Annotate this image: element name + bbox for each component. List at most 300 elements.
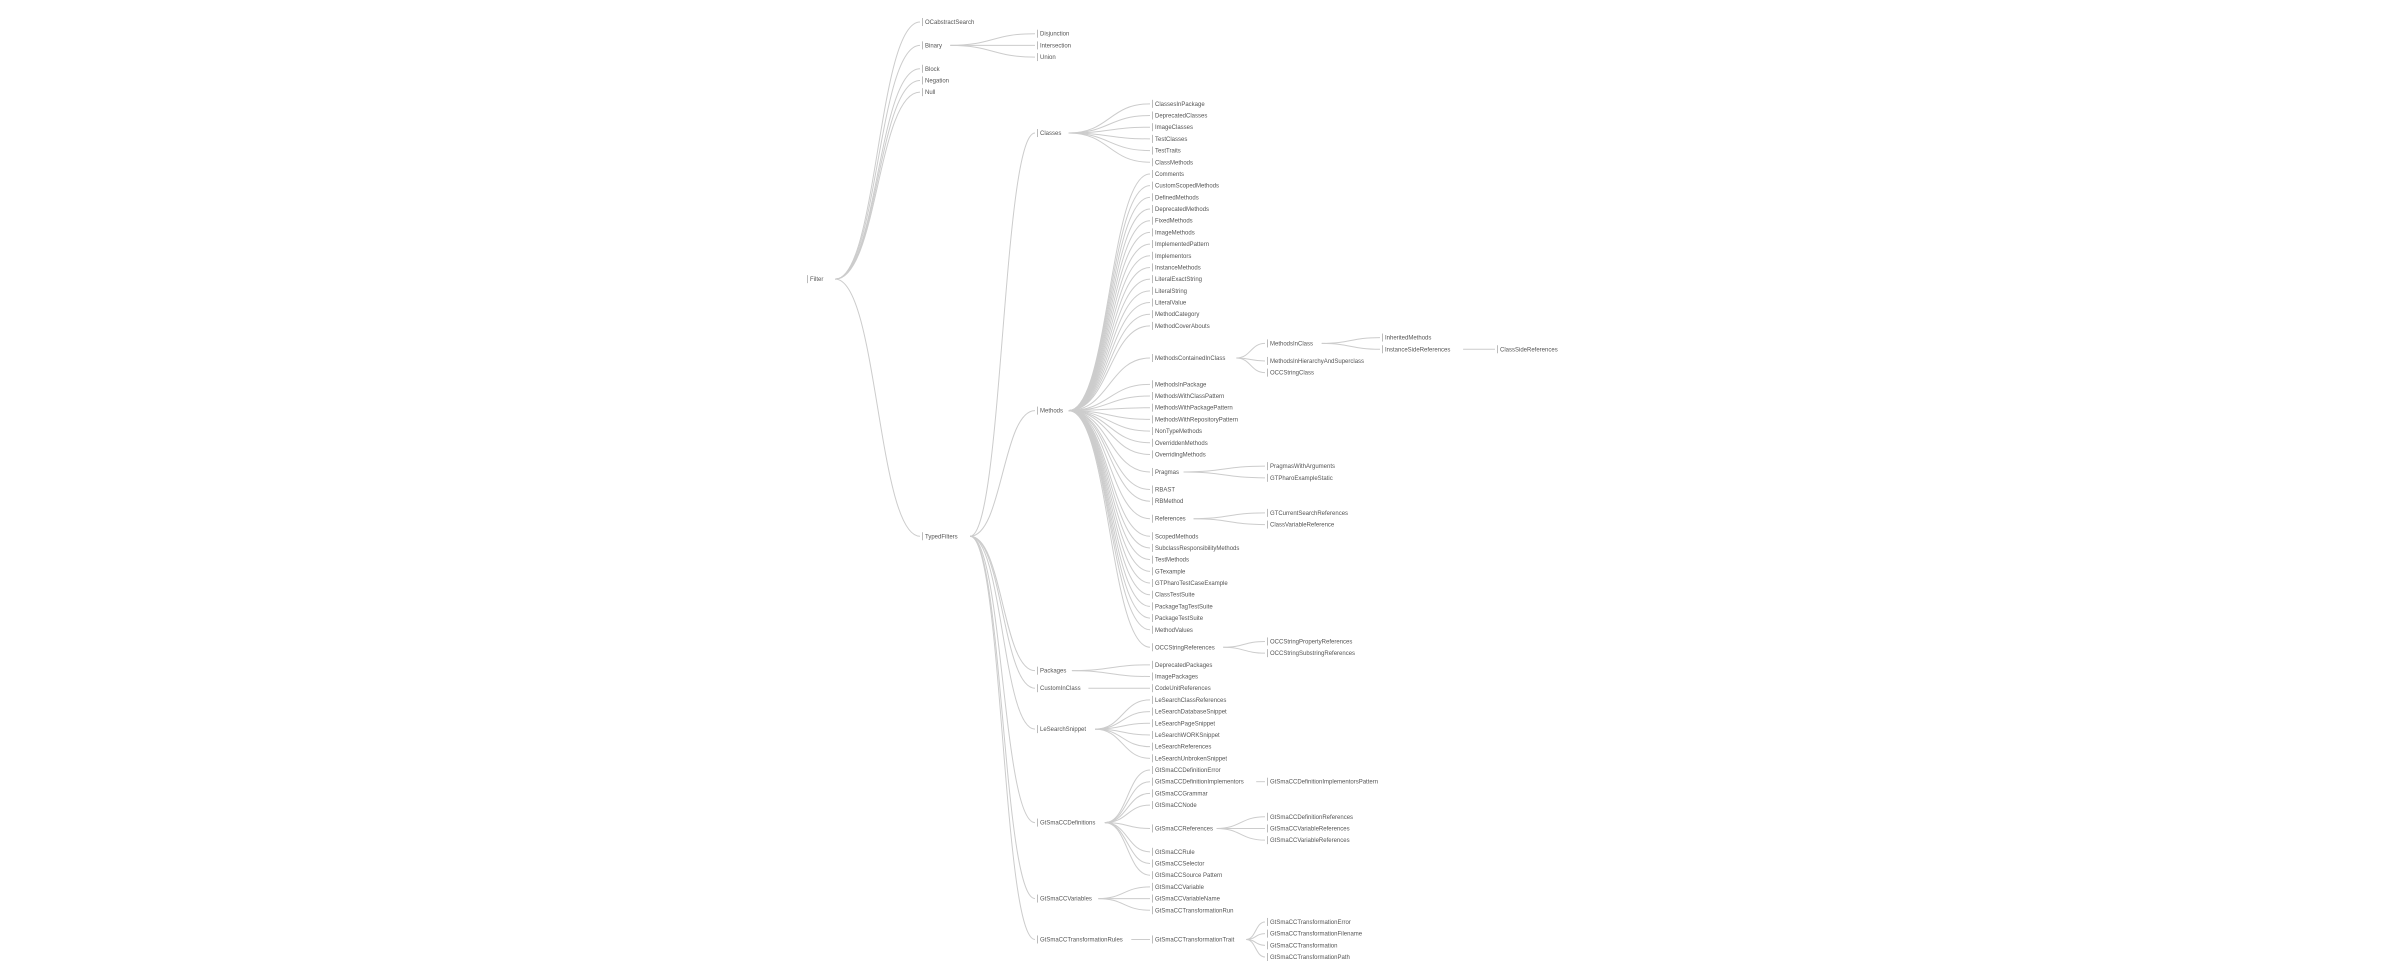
node-label: Intersection — [1040, 43, 1072, 50]
tree-node-literal-value — [1152, 299, 1187, 307]
node-marker — [1152, 883, 1153, 891]
node-label: GtSmaCCDefinitionImplementors — [1155, 779, 1244, 786]
node-label: GtSmaCCTransformation — [1270, 943, 1338, 950]
node-marker — [1267, 509, 1268, 517]
tree-node-gt-sma-ccvariable — [1152, 883, 1205, 891]
node-marker — [1152, 766, 1153, 774]
node-marker — [1152, 935, 1153, 943]
node-marker — [1267, 369, 1268, 377]
node-marker — [1267, 813, 1268, 821]
node-label: InstanceMethods — [1155, 265, 1201, 272]
node-label: GtSmaCCDefinitionError — [1155, 768, 1221, 774]
tree-node-le-search-snippet — [1037, 725, 1086, 733]
tree-link — [1069, 267, 1150, 410]
node-label: ImageClasses — [1155, 125, 1194, 132]
node-marker — [1267, 649, 1268, 657]
tree-link — [835, 92, 920, 279]
node-label: GtSmaCCTransformationRules — [1040, 937, 1123, 944]
tree-node-rbast — [1152, 486, 1175, 494]
tree-link — [1069, 411, 1150, 595]
tree-node-le-search-references — [1152, 743, 1211, 751]
node-label: MethodsInClass — [1270, 341, 1314, 348]
tree-node-union — [1037, 53, 1056, 61]
tree-link — [1223, 641, 1265, 647]
tree-link — [1069, 411, 1150, 502]
node-marker — [1497, 345, 1498, 353]
tree-node-gt-sma-ccdefinitions — [1037, 819, 1095, 827]
tree-link — [1194, 519, 1266, 525]
node-marker — [1267, 357, 1268, 365]
tree-node-disjunction — [1037, 30, 1069, 38]
tree-node-gt-sma-ccreferences — [1152, 824, 1213, 832]
node-marker — [1037, 725, 1038, 733]
tree-node-ocabstract-search — [922, 18, 974, 26]
tree-node-le-search-page-snippet — [1152, 719, 1215, 727]
node-marker — [1152, 439, 1153, 447]
tree-node-classes — [1037, 129, 1061, 137]
tree-link — [1184, 466, 1265, 472]
node-marker — [1152, 486, 1153, 494]
node-marker — [1152, 380, 1153, 388]
tree-node-image-packages — [1152, 673, 1198, 681]
node-label: ScopedMethods — [1155, 534, 1199, 541]
tree-node-occstring-references — [1152, 643, 1215, 651]
tree-link — [1194, 513, 1266, 519]
node-marker — [1267, 778, 1268, 786]
node-marker — [1152, 684, 1153, 692]
tree-node-occstring-property-references — [1267, 637, 1352, 645]
tree-node-literal-string — [1152, 287, 1187, 295]
node-label: InstanceSideReferences — [1385, 347, 1451, 354]
node-marker — [1152, 415, 1153, 423]
tree-node-classes-in-package — [1152, 100, 1205, 108]
node-marker — [1152, 299, 1153, 307]
node-marker — [1152, 310, 1153, 318]
node-marker — [1152, 158, 1153, 166]
node-label: LeSearchSnippet — [1040, 727, 1087, 734]
tree-link — [1072, 665, 1150, 671]
tree-node-gt-sma-ccsource-pattern — [1152, 871, 1222, 879]
tree-node-class-variable-reference — [1267, 521, 1335, 529]
node-label: Negation — [925, 78, 950, 85]
tree-node-code-unit-references — [1152, 684, 1211, 692]
node-label: GtSmaCCSource Pattern — [1155, 873, 1223, 880]
node-label: Methods — [1040, 408, 1064, 415]
node-label: Block — [925, 66, 940, 73]
node-label: GTCurrentSearchReferences — [1270, 510, 1349, 517]
node-label: LeSearchUnbrokenSnippet — [1155, 756, 1228, 763]
node-label: OCCStringReferences — [1155, 645, 1215, 652]
node-label: MethodCategory — [1155, 312, 1200, 319]
tree-node-gt-sma-ccdefinition-implementors — [1152, 778, 1244, 786]
node-marker — [1267, 930, 1268, 938]
node-label: MethodsContainedInClass — [1155, 356, 1226, 363]
tree-link — [970, 536, 1035, 729]
tree-node-gt-sma-ccrule — [1152, 848, 1195, 856]
tree-node-le-search-unbroken-snippet — [1152, 754, 1227, 762]
node-label: LiteralValue — [1155, 300, 1187, 307]
node-label: OverridingMethods — [1155, 452, 1206, 459]
node-marker — [922, 76, 923, 84]
node-marker — [1152, 626, 1153, 634]
tree-link — [1069, 256, 1150, 411]
node-label: OCCStringSubstringReferences — [1270, 651, 1356, 658]
node-marker — [1037, 684, 1038, 692]
tree-link — [1069, 411, 1150, 583]
tree-link — [1105, 823, 1150, 876]
node-label: Comments — [1155, 171, 1185, 178]
node-label: Packages — [1040, 668, 1067, 675]
tree-link — [1072, 671, 1150, 677]
node-label: NonTypeMethods — [1155, 429, 1203, 436]
node-marker — [1037, 819, 1038, 827]
node-marker — [1152, 252, 1153, 260]
tree-node-pragmas-with-arguments — [1267, 462, 1335, 470]
node-label: RBAST — [1155, 487, 1176, 494]
tree-node-le-search-worksnippet — [1152, 731, 1220, 739]
node-marker — [1152, 392, 1153, 400]
tree-node-methods-with-repository-pattern — [1152, 415, 1238, 423]
node-marker — [1152, 567, 1153, 575]
tree-node-image-classes — [1152, 123, 1193, 131]
tree-node-null — [922, 88, 935, 96]
tree-link — [835, 69, 920, 279]
tree-node-occstring-class — [1267, 369, 1314, 377]
tree-node-custom-in-class — [1037, 684, 1081, 692]
tree-node-gtexample — [1152, 567, 1186, 575]
tree-link — [1105, 823, 1150, 864]
tree-node-gt-sma-ccvariable-references — [1267, 824, 1350, 832]
tree-node-class-side-references — [1497, 345, 1558, 353]
tree-node-gt-sma-ccdefinition-implementors-pattern — [1267, 778, 1378, 786]
tree-node-references — [1152, 515, 1186, 523]
tree-node-gt-sma-ccselector — [1152, 860, 1204, 868]
node-label: DeprecatedPackages — [1155, 662, 1213, 669]
tree-link — [1095, 729, 1150, 758]
node-label: FixedMethods — [1155, 218, 1193, 225]
node-marker — [1152, 100, 1153, 108]
tree-node-methods-in-hierarchy-and-superclass — [1267, 357, 1364, 365]
tree-link — [1069, 104, 1150, 133]
tree-node-gt-sma-ccdefinition-error — [1152, 766, 1221, 774]
tree-node-methods-contained-in-class — [1152, 354, 1225, 362]
tree-link — [970, 133, 1035, 536]
node-label: ClassSideReferences — [1500, 347, 1558, 354]
node-marker — [1037, 53, 1038, 61]
node-marker — [1152, 743, 1153, 751]
node-marker — [1152, 789, 1153, 797]
tree-node-gt-sma-cctransformation-rules — [1037, 935, 1123, 943]
node-marker — [1267, 824, 1268, 832]
tree-node-image-methods — [1152, 228, 1195, 236]
tree-link — [1223, 647, 1265, 653]
node-label: References — [1155, 516, 1186, 523]
node-marker — [1152, 778, 1153, 786]
node-label: MethodsWithPackagePattern — [1155, 405, 1233, 412]
tree-node-instance-side-references — [1382, 345, 1450, 353]
node-marker — [1267, 339, 1268, 347]
node-marker — [922, 18, 923, 26]
node-label: Null — [925, 90, 936, 97]
tree-link — [1184, 472, 1265, 478]
tree-node-block — [922, 65, 941, 73]
node-label: OCCStringClass — [1270, 370, 1315, 377]
node-marker — [1037, 935, 1038, 943]
tree-node-gt-sma-cctransformation-error — [1267, 918, 1351, 926]
tree-link — [1236, 343, 1265, 358]
tree-node-gt-sma-cctransformation-path — [1267, 953, 1350, 961]
node-marker — [1152, 193, 1153, 201]
tree-link — [1069, 303, 1150, 411]
tree-node-package-tag-test-suite — [1152, 602, 1213, 610]
node-label: OCabstractSearch — [925, 20, 975, 26]
node-label: MethodValues — [1155, 627, 1193, 634]
tree-node-package-test-suite — [1152, 614, 1204, 622]
node-label: Disjunction — [1040, 31, 1070, 38]
node-label: TestTraits — [1155, 148, 1181, 155]
node-label: DeprecatedMethods — [1155, 207, 1210, 213]
tree-link — [835, 279, 920, 536]
node-label: GTPharoTestCaseExample — [1155, 581, 1228, 587]
node-marker — [1152, 123, 1153, 131]
tree-link — [1236, 358, 1265, 373]
node-marker — [1037, 129, 1038, 137]
tree-node-non-type-methods — [1152, 427, 1202, 435]
node-marker — [1152, 147, 1153, 155]
tree-node-method-cover-abouts — [1152, 322, 1210, 330]
tree-link — [1105, 823, 1150, 852]
tree-nodes — [807, 18, 1558, 961]
tree-node-le-search-class-references — [1152, 696, 1226, 704]
tree-node-gt-sma-cctransformation-trait — [1152, 935, 1235, 943]
node-marker — [922, 532, 923, 540]
node-marker — [1152, 860, 1153, 868]
node-marker — [922, 88, 923, 96]
node-label: TypedFilters — [925, 534, 958, 541]
tree-node-negation — [922, 76, 949, 84]
tree-node-gt-sma-ccdefinition-references — [1267, 813, 1353, 821]
node-marker — [1152, 217, 1153, 225]
node-marker — [1267, 462, 1268, 470]
tree-node-method-values — [1152, 626, 1193, 634]
tree-link — [835, 22, 920, 279]
node-marker — [1152, 497, 1153, 505]
node-marker — [1152, 182, 1153, 190]
tree-link — [970, 536, 1035, 939]
tree-link — [1069, 411, 1150, 648]
tree-node-filter — [807, 275, 823, 283]
node-label: LeSearchWORKSnippet — [1155, 732, 1220, 739]
tree-node-methods-with-class-pattern — [1152, 392, 1224, 400]
node-label: GTexample — [1155, 569, 1186, 576]
node-label: LiteralExactString — [1155, 277, 1203, 284]
node-marker — [1267, 918, 1268, 926]
tree-node-deprecated-packages — [1152, 661, 1212, 669]
node-marker — [1152, 135, 1153, 143]
node-label: LeSearchClassReferences — [1155, 697, 1227, 704]
node-marker — [1152, 906, 1153, 914]
node-marker — [1152, 287, 1153, 295]
node-label: DeprecatedClasses — [1155, 113, 1208, 120]
node-label: Pragmas — [1155, 469, 1180, 476]
node-label: InheritedMethods — [1385, 335, 1432, 342]
node-label: ImplementedPattern — [1155, 242, 1210, 249]
node-marker — [1037, 30, 1038, 38]
tree-node-comments — [1152, 170, 1184, 178]
tree-node-typed-filters — [922, 532, 958, 540]
tree-link — [1095, 700, 1150, 729]
tree-node-gt-sma-ccgrammar — [1152, 789, 1208, 797]
tree-node-instance-methods — [1152, 263, 1201, 271]
tree-link — [970, 536, 1035, 898]
node-label: GtSmaCCRule — [1155, 849, 1195, 856]
node-label: PragmasWithArguments — [1270, 464, 1336, 471]
node-marker — [1267, 836, 1268, 844]
node-marker — [1037, 667, 1038, 675]
node-marker — [1152, 544, 1153, 552]
tree-link — [835, 80, 920, 279]
tree-node-packages — [1037, 667, 1066, 675]
tree-node-gt-sma-cctransformation-filename — [1267, 930, 1363, 938]
node-label: GtSmaCCVariables — [1040, 896, 1092, 903]
tree-node-methods — [1037, 407, 1063, 415]
tree-link — [1069, 174, 1150, 411]
node-label: MethodCoverAbouts — [1155, 323, 1210, 330]
tree-node-gt-sma-cctransformation-run — [1152, 906, 1233, 914]
node-label: MethodsWithClassPattern — [1155, 394, 1225, 400]
node-marker — [1037, 895, 1038, 903]
node-label: GtSmaCCVariableReferences — [1270, 838, 1350, 845]
node-label: PackageTagTestSuite — [1155, 604, 1213, 611]
node-marker — [1152, 895, 1153, 903]
node-label: GtSmaCCTransformationPath — [1270, 955, 1350, 961]
node-marker — [1152, 112, 1153, 120]
node-marker — [1152, 170, 1153, 178]
node-marker — [1152, 427, 1153, 435]
node-label: GtSmaCCTransformationError — [1270, 919, 1351, 926]
tree-link — [1069, 221, 1150, 411]
node-label: GtSmaCCDefinitions — [1040, 820, 1096, 827]
tree-node-literal-exact-string — [1152, 275, 1202, 283]
tree-link — [1069, 197, 1150, 410]
node-marker — [1152, 754, 1153, 762]
node-label: LiteralString — [1155, 288, 1188, 295]
tree-node-gt-sma-ccvariable-name — [1152, 895, 1221, 903]
tree-node-pragmas — [1152, 468, 1179, 476]
tree-link — [1098, 887, 1150, 899]
tree-node-methods-in-class — [1267, 339, 1313, 347]
node-marker — [1382, 345, 1383, 353]
node-label: ClassVariableReference — [1270, 522, 1335, 529]
node-marker — [1152, 591, 1153, 599]
tree-link — [970, 536, 1035, 670]
node-marker — [1037, 407, 1038, 415]
node-marker — [1267, 953, 1268, 961]
node-marker — [1152, 240, 1153, 248]
node-marker — [1152, 696, 1153, 704]
node-label: GtSmaCCTransformationTrait — [1155, 937, 1235, 944]
node-marker — [1152, 824, 1153, 832]
node-marker — [1267, 521, 1268, 529]
node-label: GtSmaCCDefinitionImplementorsPattern — [1270, 779, 1379, 786]
tree-node-test-traits — [1152, 147, 1181, 155]
node-marker — [1152, 579, 1153, 587]
node-label: ClassesInPackage — [1155, 101, 1205, 108]
tree-node-intersection — [1037, 41, 1071, 49]
tree-node-gt-sma-ccvariables — [1037, 895, 1092, 903]
tree-link — [1105, 793, 1150, 822]
tree-node-gt-sma-ccvariable-references — [1267, 836, 1350, 844]
tree-node-gtcurrent-search-references — [1267, 509, 1348, 517]
node-label: GtSmaCCNode — [1155, 803, 1197, 810]
node-marker — [1152, 614, 1153, 622]
node-marker — [1152, 450, 1153, 458]
node-label: RBMethod — [1155, 499, 1184, 506]
node-label: GtSmaCCGrammar — [1155, 791, 1208, 798]
node-label: Union — [1040, 55, 1056, 62]
tree-link — [970, 411, 1035, 537]
node-label: GtSmaCCVariable — [1155, 884, 1204, 891]
tree-link — [1098, 899, 1150, 911]
tree-node-occstring-substring-references — [1267, 649, 1355, 657]
node-marker — [1152, 719, 1153, 727]
node-marker — [1152, 848, 1153, 856]
tree-node-scoped-methods — [1152, 532, 1198, 540]
node-label: OverriddenMethods — [1155, 440, 1208, 447]
tree-node-test-methods — [1152, 556, 1189, 564]
node-label: MethodsWithRepositoryPattern — [1155, 417, 1239, 424]
tree-link — [950, 45, 1035, 57]
node-label: GtSmaCCSelector — [1155, 861, 1205, 868]
node-marker — [1152, 801, 1153, 809]
node-label: ClassTestSuite — [1155, 592, 1195, 599]
node-label: LeSearchDatabaseSnippet — [1155, 709, 1227, 716]
node-marker — [922, 65, 923, 73]
tree-node-fixed-methods — [1152, 217, 1193, 225]
tree-node-deprecated-methods — [1152, 205, 1209, 213]
tree-link — [1217, 817, 1265, 829]
tree-node-defined-methods — [1152, 193, 1199, 201]
tree-link — [1322, 338, 1380, 344]
node-marker — [1152, 673, 1153, 681]
tree-link — [1069, 411, 1150, 630]
node-marker — [1152, 515, 1153, 523]
node-label: CodeUnitReferences — [1155, 686, 1211, 693]
node-marker — [1152, 354, 1153, 362]
node-label: PackageTestSuite — [1155, 616, 1204, 623]
tree-node-overridden-methods — [1152, 439, 1208, 447]
node-marker — [922, 41, 923, 49]
node-label: GtSmaCCTransformationRun — [1155, 908, 1234, 915]
tree-link — [1217, 828, 1265, 840]
node-marker — [1152, 602, 1153, 610]
node-marker — [1152, 404, 1153, 412]
tree-node-overriding-methods — [1152, 450, 1206, 458]
tree-node-class-test-suite — [1152, 591, 1195, 599]
tree-node-gt-sma-cctransformation — [1267, 941, 1337, 949]
node-label: Filter — [810, 277, 824, 284]
node-marker — [1382, 334, 1383, 342]
node-marker — [1152, 871, 1153, 879]
tree-link — [1069, 411, 1150, 537]
tree-node-methods-with-package-pattern — [1152, 404, 1233, 412]
tree-node-test-classes — [1152, 135, 1187, 143]
tree-node-implementors — [1152, 252, 1191, 260]
node-marker — [807, 275, 808, 283]
tree-link — [970, 536, 1035, 822]
node-marker — [1152, 263, 1153, 271]
tree-link — [1322, 343, 1380, 349]
